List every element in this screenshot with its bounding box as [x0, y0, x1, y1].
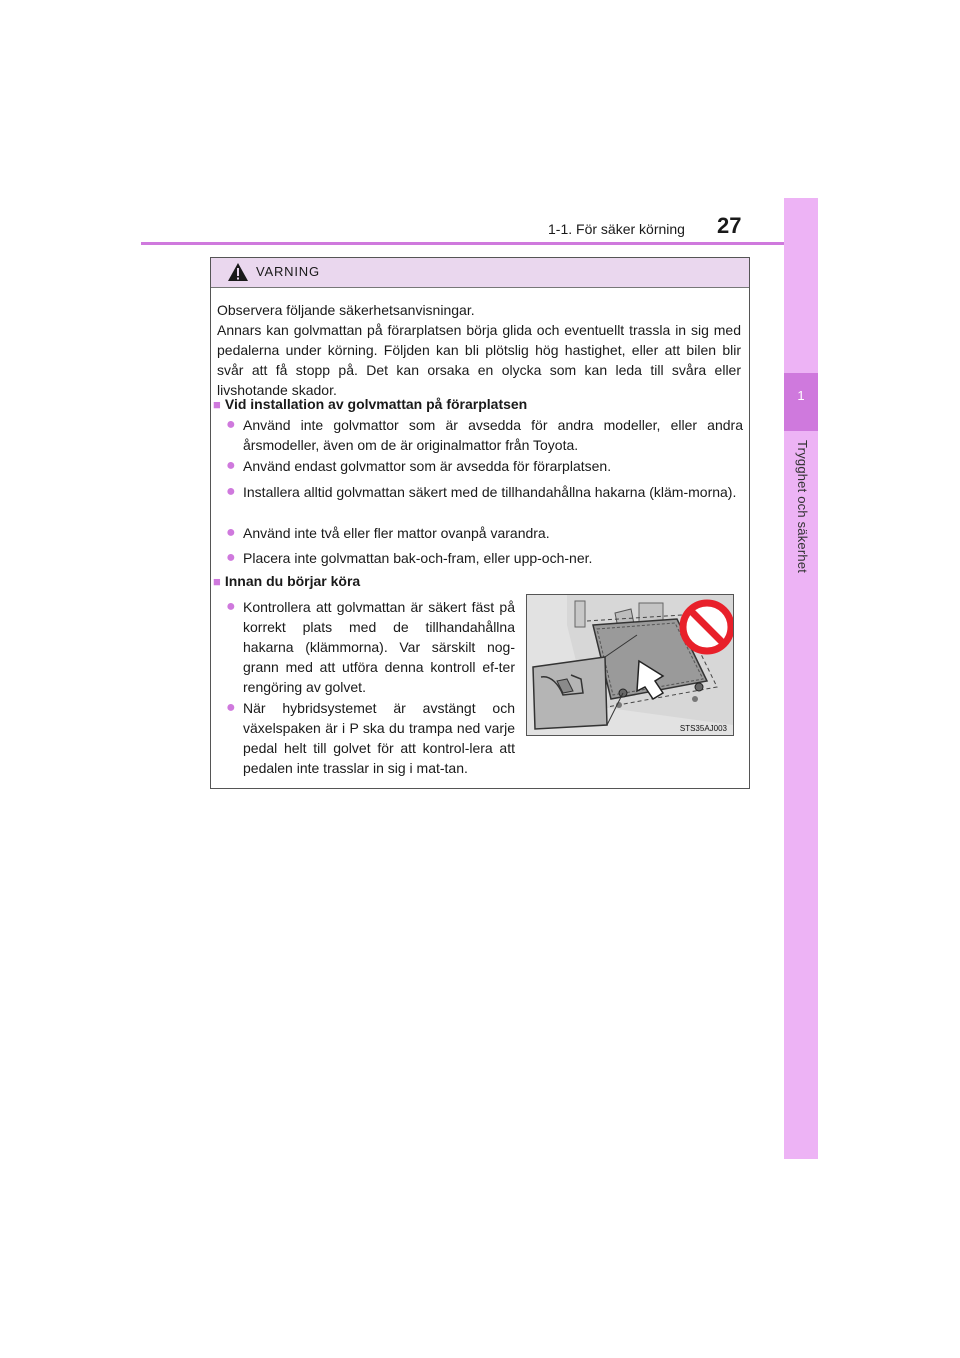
- warning-header: [211, 258, 749, 288]
- section-title: 1-1. För säker körning: [548, 221, 685, 237]
- warning-title: VARNING: [256, 264, 320, 279]
- bullet-icon: ●: [226, 699, 236, 716]
- intro-text: Annars kan golvmattan på förarplatsen börja glida och eventuellt trassla in sig med pedalerna under körning. Följden kan bli plötslig hög hastighet, eller att bilen blir svår att få stopp på. Det kan orsaka en olycka som kan leda till svåra eller livshotande skador.: [217, 322, 741, 398]
- square-bullet-icon: ■: [213, 574, 221, 589]
- section-heading-text: Vid installation av golvmattan på förarplatsen: [224, 396, 528, 412]
- list-item: Använd inte golvmattor som är avsedda för andra modeller, eller andra årsmodeller, även om de är originalmattor från Toyota.: [243, 417, 743, 453]
- bullet-icon: ●: [226, 524, 236, 541]
- list-item: När hybridsystemet är avstängt och växelspaken är i P ska du trampa ned varje pedal helt till golvet för att kontrol-lera att pedalen inte trasslar in sig i mat-tan.: [243, 700, 515, 776]
- chapter-side-tab: [784, 198, 818, 1159]
- list-item: Kontrollera att golvmattan är säkert fäst på korrekt plats med de tillhandahållna hakarna (klämmorna). Var särskilt nog-grann med att utföra denna kontroll ef-ter rengöring av golvet.: [243, 599, 515, 695]
- list-item: Använd endast golvmattor som är avsedda för förarplatsen.: [243, 458, 612, 474]
- illustration-code: STS35AJ003: [679, 724, 727, 733]
- floor-mat-drawing: [527, 595, 733, 735]
- page-number: 27: [717, 213, 742, 238]
- list-item: Använd inte två eller fler mattor ovanpå varandra.: [243, 525, 550, 541]
- intro-line-1: Observera följande säkerhetsanvisningar.: [217, 302, 475, 318]
- section-heading-text: Innan du börjar köra: [224, 573, 361, 589]
- chapter-number: 1: [797, 388, 805, 403]
- list-item: Installera alltid golvmattan säkert med de tillhandahållna hakarna (kläm-morna).: [243, 484, 737, 500]
- list-item: Placera inte golvmattan bak-och-fram, eller upp-och-ner.: [243, 550, 593, 566]
- warning-box: [210, 257, 750, 789]
- chapter-title: Trygghet och säkerhet: [795, 440, 810, 574]
- header-rule: [141, 242, 818, 245]
- bullet-icon: ●: [226, 598, 236, 615]
- bullet-icon: ●: [226, 457, 236, 474]
- bullet-icon: ●: [226, 416, 236, 433]
- warning-triangle-icon: [227, 262, 249, 282]
- bullet-icon: ●: [226, 549, 236, 566]
- warning-intro: [217, 300, 741, 400]
- floor-mat-illustration: [526, 594, 734, 736]
- bullet-icon: ●: [226, 483, 236, 500]
- section-heading-before-driving: [213, 571, 743, 592]
- square-bullet-icon: ■: [213, 397, 221, 412]
- section-heading-installation: [213, 394, 743, 415]
